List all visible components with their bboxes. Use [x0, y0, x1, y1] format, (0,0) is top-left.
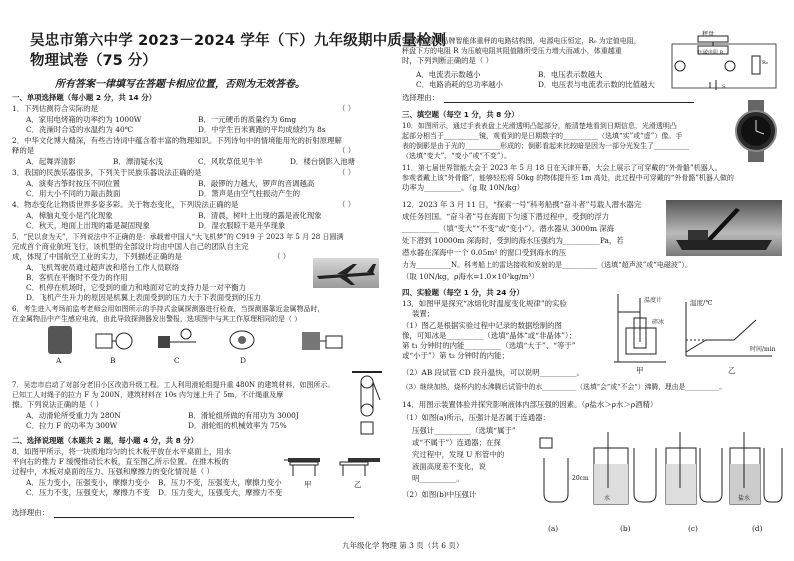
q6-label-a: A [56, 356, 62, 365]
graph-xlabel: 时间/min [750, 346, 776, 353]
q8-reason-label: 选择理由： [12, 508, 49, 517]
right-column [398, 0, 786, 561]
page-footer: 九年级化学 物理 第 3 页（共 6 页） [342, 541, 464, 550]
q2-blank: （ ） [338, 146, 356, 155]
q9-reason-blank[interactable] [444, 101, 694, 103]
q1-option-d: D．中学生百米赛跑的平均成绩约为 8s [198, 125, 326, 134]
q6-label-d: D [240, 356, 246, 365]
q5-option-d: D．飞机产生升力的原因是机翼上表面受到的压力大于下表面受到的压力 [26, 293, 262, 302]
apparatus-label-jia: 甲 [636, 366, 644, 375]
q1-option-b: B．一元硬币的质量约为 6mg [198, 115, 297, 124]
q5-option-a: A．飞机驾驶员通过超声波和塔台工作人员联络 [26, 263, 180, 272]
q1-blank: （ ） [338, 104, 356, 113]
gauge-label-saltwater: 盐水 [738, 495, 751, 502]
circuit-label-r0: R₀ [762, 60, 768, 66]
q9-option-a: A．电流表示数越小 [416, 70, 481, 79]
gauge-label-c: (c) [688, 524, 698, 533]
q11-line2: 参观者戴上该“外骨骼”，能够轻松将 50kg 的物体提升至 1m 高处，此过程中可穿戴的“外骨骼”机器人做的 [402, 174, 734, 182]
q7-option-b: B．滑轮组所做的有用功为 3000J [188, 411, 299, 420]
exam-title: 吴忠市第六中学 2023－2024 学年（下）九年级期中质量检测 [30, 33, 447, 49]
c919-airplane-photo [313, 258, 379, 288]
q2-option-d: D．楼台倒影入池塘 [290, 157, 356, 166]
gauge-label-20cm: 20cm [572, 475, 589, 482]
q7-stem-line3: 擦。下列说法正确的是（ ） [12, 400, 104, 409]
q1-option-c: C．洗澡时合适的水温约为 40℃ [26, 125, 133, 134]
q5-stem-line2: 完成首个商业航班飞行，该机型的全部设计均由中国人自己的团队自主完 [12, 242, 249, 251]
q13-line1: 13．如图甲是探究“冰熔化时温度变化规律”的实验 [402, 299, 567, 308]
q3-option-d: D．箫声是由空气柱振动产生的 [198, 189, 301, 198]
gauge-label-d: (d) [752, 524, 763, 533]
q4-option-b: B．清晨，树叶上出现的露是液化现象 [198, 211, 322, 220]
q10-line3: 表的倒影是由于光的__________形成的；倒影看起来比较暗是因为一部分光发生了__________ [402, 142, 689, 150]
q5-option-c: C．机停在机场时，它受到的重力和地面对它的支持力是一对平衡力 [26, 283, 246, 292]
q13-line5: 第 t₁ 分钟时的内能__________（选填“大于”、“等于” [402, 341, 576, 350]
exam-subtitle: 物理试卷（75 分） [30, 53, 157, 69]
q13-line6: 或“小于”）第 t₂ 分钟时的内能； [402, 351, 509, 360]
graph-label-yi: 乙 [728, 366, 736, 375]
pulley-system-diagram [352, 370, 382, 438]
q6-label-b: B [110, 356, 116, 365]
q3-stem: 3．我国的民族乐器很多，下列关于民族乐器说法正确的是 [12, 168, 202, 177]
q12-line5: 潜水器在深海中一个 0.05m² 的窗口受到海水的压 [402, 248, 567, 257]
q7-option-c: C．拉力 F 的功率为 300W [26, 421, 118, 430]
q2-stem-line1: 2．中华文化博大精深，有些古诗词中蕴含着丰富的物理知识。下列诗句中的情境能用光的折射原理解 [12, 136, 342, 145]
gauge-label-a: (a) [548, 524, 559, 533]
apparatus-label-ice: 碎冰 [652, 319, 665, 326]
q2-stem-line2: 释的是 [12, 146, 35, 155]
airplane-icon [313, 258, 379, 288]
q6-stem-line2: 在金属物品中产生感应电流，由此导致探测器发出警报，选项图中与其工作原理相同的是（ ） [12, 315, 302, 323]
graph-ylabel: 温度/℃ [690, 299, 713, 307]
q2-option-a: A．起舞弄清影 [26, 157, 76, 166]
q11-line3: 功率为__________。（g 取 10N/kg） [402, 183, 524, 192]
wristwatch-photo [730, 100, 782, 162]
q8-stem-line2: 平向右的推力 F 缓慢推动长木板，直至图乙所示位置。在推木板的 [12, 457, 229, 466]
q13-line8: （3）继续加热，烧杯内的水沸腾后试管中的水__________（选填“会”或“不会”）沸腾，理由是__________。 [402, 383, 727, 391]
q1-option-a: A．家用电烤箱的功率约为 1000W [26, 115, 142, 124]
q9-option-b: B．电压表示数越大 [538, 70, 603, 79]
crane-ship-icon [666, 200, 782, 256]
section2-heading: 二、选择说理题（本题共 2 题，每小题 4 分，共 8 分） [12, 436, 199, 445]
q3-blank: （ ） [338, 168, 356, 177]
q8-stem-line1: 8．如图甲所示，将一块质地均匀的长木板平放在水平桌面上，用水 [12, 447, 232, 456]
q12-line1: 12．2023 年 3 月 11 日，“探索一号”科考船携“奋斗者”号载人潜水器完 [402, 200, 642, 209]
gauge-label-b: (b) [620, 524, 631, 533]
apparatus-label-thermometer: 温度计 [644, 297, 663, 304]
circuit-label-r: 压敏电阻 R [698, 50, 724, 56]
q7-stem-line1: 7．吴忠市启动了对部分老旧小区改造升级工程。工人利用滑轮组提升重 480N 的建筑材料，如图所示。 [12, 381, 335, 389]
q5-stem-line3: 成，体现了中国航空工业的实力，下列描述正确的是 [12, 252, 182, 261]
q12-line3: __________（填“变大”“不变”或“变小”）。潜水器从 3000m 深海 [402, 224, 615, 233]
q13-line4: 像，可知冰是__________（选填“晶体”或“非晶体”）； [402, 331, 577, 340]
q3-option-c: C．用大小不同的力敲击鼓面 [26, 189, 121, 198]
q12-line2: 成任务回国。“奋斗者”号在海面下匀速下潜过程中，受到的浮力 [402, 212, 610, 221]
q8-label-yi: 乙 [354, 480, 362, 489]
q4-blank: （ ） [338, 200, 356, 209]
q4-option-d: D．湿衣服晾干是升华现象 [198, 221, 286, 230]
q6-stem-line1: 6．考生进入考场前监考老师会用如图所示的手持式金属探测器进行检查，当探测器靠近金属物品时， [12, 305, 325, 313]
q6-detector-photo [48, 326, 72, 354]
q1-stem: 1．下列估测符合实际的是 [12, 104, 99, 113]
q9-stem-line3: 时，下列判断正确的是（ ） [402, 56, 494, 65]
q2-option-c: C．风吹草低见牛羊 [198, 157, 263, 166]
section3-heading: 三、填空题（每空 1 分，共 8 分） [402, 110, 519, 119]
q14-line4: 或“不属于”）连通器；在探 [412, 438, 501, 447]
gauge-label-water: 水 [604, 495, 611, 502]
q14-line2: （1）如图(a)所示，压强计是否属于连通器： [402, 413, 550, 422]
q8-option-c: C．压力不变，压强变大，摩擦力不变 [26, 488, 150, 497]
q6-figure-b [156, 326, 200, 356]
q6-label-c: C [174, 356, 180, 365]
q8-option-a: A．压力变小，压强变小，摩擦力变小 [26, 478, 150, 487]
q5-option-b: B．客机在平衡时不受力的作用 [26, 273, 128, 282]
q8-figure-jia [284, 450, 328, 478]
q8-figure-yi [334, 450, 380, 478]
q5-stem-line1: 5．“民以食为天”，下列说法中不正确的是：承载着中国人“大飞机梦”的 C919 于 2023 年 5 月 28 日圆满 [12, 233, 344, 241]
circuit-label-s: S [722, 84, 726, 90]
q14-line6: 液面高度差不变化，说 [412, 462, 486, 471]
q14-line7: 明__________。 [412, 474, 464, 483]
q14-line1: 14．用图示装置体验并探究影响液体内部压强的因素。（ρ盐水＞ρ水＞ρ酒精） [402, 400, 658, 409]
q13-line2: 装置； [412, 309, 435, 318]
q10-line2: 起部分相当于__________镜，观看到的是日期数字的__________（选填“实”或“虚”）像。手 [402, 132, 683, 140]
q8-option-d: D．压力变大，压强变大，摩擦力不变 [158, 488, 283, 497]
q14-line3: 压强计__________（选填“属于” [412, 426, 516, 435]
research-ship-photo [666, 200, 782, 256]
q7-option-a: A．动滑轮所受重力为 280N [26, 411, 121, 420]
q10-line4: （选填“变大”、“变小”或“不变”）。 [402, 152, 511, 160]
section1-heading: 一、单项选择题（每小题 2 分，共 14 分） [12, 93, 156, 102]
q12-line4: 处下潜到 10000m 深海时，受到的海水压强约为__________Pa，若 [402, 236, 624, 245]
q8-stem-line3: 过程中，木板对桌面的压力、压强和摩擦力的变化情况是（ ） [12, 467, 214, 476]
q6-figure-a [92, 326, 136, 356]
q8-option-b: B．压力不变，压强变大，摩擦力变小 [158, 478, 282, 487]
q2-option-b: B．潭清疑水浅 [113, 157, 163, 166]
q9-stem-line2: 秤盘下方的电阻 R 为压敏电阻其阻值随所受压力增大而减小，体重越重 [402, 47, 622, 55]
q9-stem-line1: 9．如图是某品牌智能体重秤的电路结构图，电源电压恒定，R₀ 为定值电阻， [402, 37, 641, 45]
q9-option-c: C．电路消耗的总功率越小 [416, 80, 503, 89]
section4-heading: 四、实验题（每空 1 分，共 24 分） [402, 288, 524, 297]
q4-option-a: A．樟脑丸变小是汽化现象 [26, 211, 113, 220]
q3-option-b: B．敲锣的力越大，锣声的音调越高 [198, 179, 315, 188]
q9-reason-label: 选择理由： [402, 93, 439, 102]
q12-line7: （取 10N/kg，ρ海水=1.0×10³kg/m³） [402, 272, 539, 281]
q13-line3: （1）图乙是根据实验过程中记录的数据绘制的图 [402, 321, 562, 330]
circuit-label-pan: 秤盘 [702, 31, 715, 38]
q6-figure-c [220, 326, 264, 356]
q11-line1: 11．第七届世界智能大会于 2023 年 5 月 18 日在天津开幕，大会上展示了可穿戴的“外骨骼”机器人。 [402, 164, 722, 172]
q14-line8: （2）如图(b)中压强计 [402, 490, 477, 499]
q10-line1: 10．如图所示，通过手表表盘上光滑透明凸起部分，能清楚地看到日期信息，光滑透明凸 [402, 122, 677, 130]
q4-option-c: C．秋天，地面上出现的霜是凝固现象 [26, 221, 150, 230]
left-column [8, 0, 386, 561]
q7-option-d: D．滑轮组的机械效率为 75% [188, 421, 287, 430]
q6-figure-d [298, 326, 348, 356]
q7-stem-line2: 已知工人对绳子的拉力 F 为 200N，建筑材料在 10s 内匀速上升了 5m，不计绳重及摩 [12, 391, 284, 399]
q14-line5: 究过程中，发现 U 形管中的 [412, 450, 505, 459]
q13-line7: （2）AB 段试管 CD 段升温快，可以说明__________。 [402, 368, 584, 377]
q8-reason-blank[interactable] [54, 516, 354, 518]
q12-line6: 力为__________N。科考船上的雷达接收和发射的是__________（选填“超声波”或“电磁波”）。 [402, 261, 692, 269]
q3-option-a: A．演奏古筝时按压不同位置 [26, 179, 121, 188]
q5-blank: （ ） [273, 252, 291, 261]
answer-notice: 所有答案一律填写在答题卡相应位置，否则为无效答卷。 [55, 79, 305, 90]
q4-stem: 4．物态变化让物质世界多姿多彩。关于物态变化，下列说法正确的是 [12, 200, 239, 209]
q8-label-jia: 甲 [304, 480, 312, 489]
q9-option-d: D．电压表与电流表示数的比值越大 [538, 80, 655, 89]
